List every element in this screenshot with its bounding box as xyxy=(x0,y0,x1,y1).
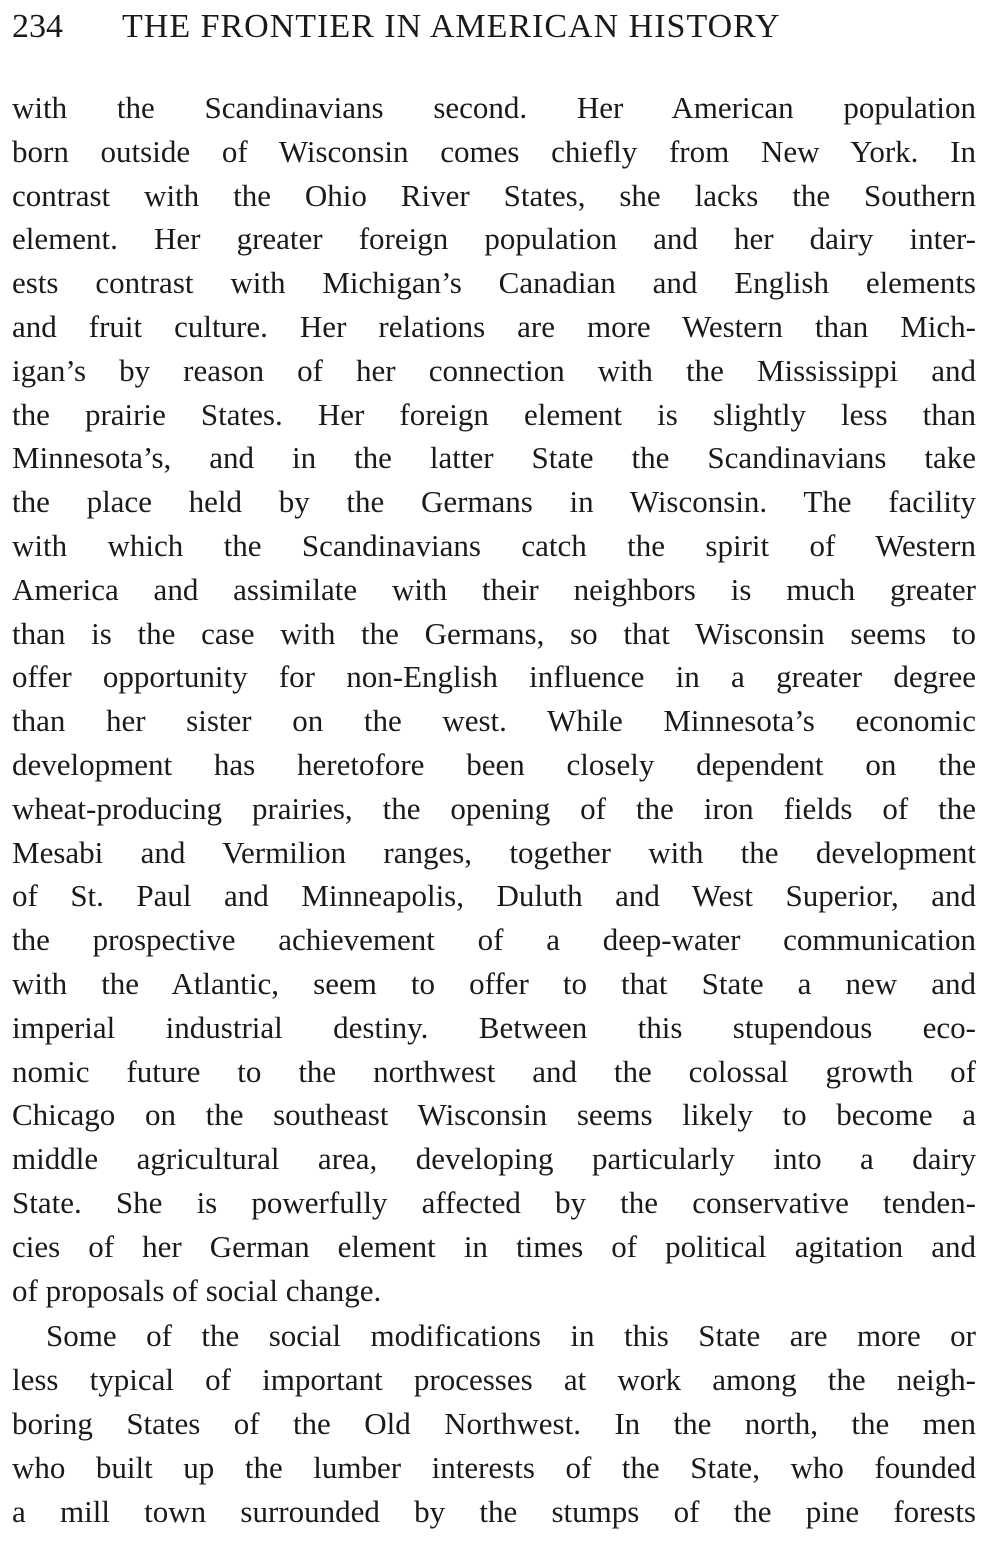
text-line: development has heretofore been closely dependent on the xyxy=(12,746,976,782)
text-line: the prospective achievement of a deep-water communication xyxy=(12,922,976,958)
text-line: wheat-producing prairies, the opening of the iron fields of the xyxy=(12,790,976,826)
text-line: Chicago on the southeast Wisconsin seems likely to become a xyxy=(12,1097,976,1133)
text-line: than is the case with the Germans, so that Wisconsin seems to xyxy=(12,615,976,651)
text-line: offer opportunity for non-English influence in a greater degree xyxy=(12,659,976,695)
text-line: and fruit culture. Her relations are more Western than Mich- xyxy=(12,308,976,344)
text-line: Mesabi and Vermilion ranges, together with the development xyxy=(12,834,976,870)
paragraph xyxy=(12,86,976,1312)
text-line: the prairie States. Her foreign element is slightly less than xyxy=(12,396,976,432)
text-line: less typical of important processes at work among the neigh- xyxy=(12,1362,976,1398)
text-line: of proposals of social change. xyxy=(12,1272,382,1308)
text-line: Minnesota’s, and in the latter State the Scandinavians take xyxy=(12,440,976,476)
running-title: THE FRONTIER IN AMERICAN HISTORY xyxy=(122,8,781,45)
text-line: imperial industrial destiny. Between this stupendous eco- xyxy=(12,1009,976,1045)
page-number: 234 xyxy=(12,8,63,45)
text-line: igan’s by reason of her connection with the Mississippi and xyxy=(12,352,976,388)
text-line: of St. Paul and Minneapolis, Duluth and West Superior, and xyxy=(12,878,976,914)
text-line: with which the Scandinavians catch the spirit of Western xyxy=(12,527,976,563)
text-line: State. She is powerfully affected by the conservative tenden- xyxy=(12,1184,976,1220)
text-line: the place held by the Germans in Wisconsin. The facility xyxy=(12,484,976,520)
text-line: contrast with the Ohio River States, she lacks the Southern xyxy=(12,177,976,213)
text-line: boring States of the Old Northwest. In the north, the men xyxy=(12,1405,976,1441)
text-line: ests contrast with Michigan’s Canadian and English elements xyxy=(12,265,976,301)
text-line: nomic future to the northwest and the colossal growth of xyxy=(12,1053,976,1089)
text-line: than her sister on the west. While Minnesota’s economic xyxy=(12,703,976,739)
text-line: with the Scandinavians second. Her American population xyxy=(12,90,976,125)
text-line: element. Her greater foreign population and her dairy inter- xyxy=(12,221,976,257)
body-text xyxy=(12,86,976,1533)
text-line: with the Atlantic, seem to offer to that State a new and xyxy=(12,965,976,1001)
text-line: a mill town surrounded by the stumps of the pine forests xyxy=(12,1493,976,1529)
page-header xyxy=(12,4,972,50)
text-line: born outside of Wisconsin comes chiefly from New York. In xyxy=(12,133,976,169)
paragraph xyxy=(12,1314,976,1533)
text-line: cies of her German element in times of political agitation and xyxy=(12,1228,976,1264)
text-line: middle agricultural area, developing particularly into a dairy xyxy=(12,1141,976,1177)
text-line: Some of the social modifications in this State are more or xyxy=(46,1318,976,1354)
text-line: who built up the lumber interests of the State, who founded xyxy=(12,1449,976,1485)
text-line: America and assimilate with their neighbors is much greater xyxy=(12,571,976,607)
